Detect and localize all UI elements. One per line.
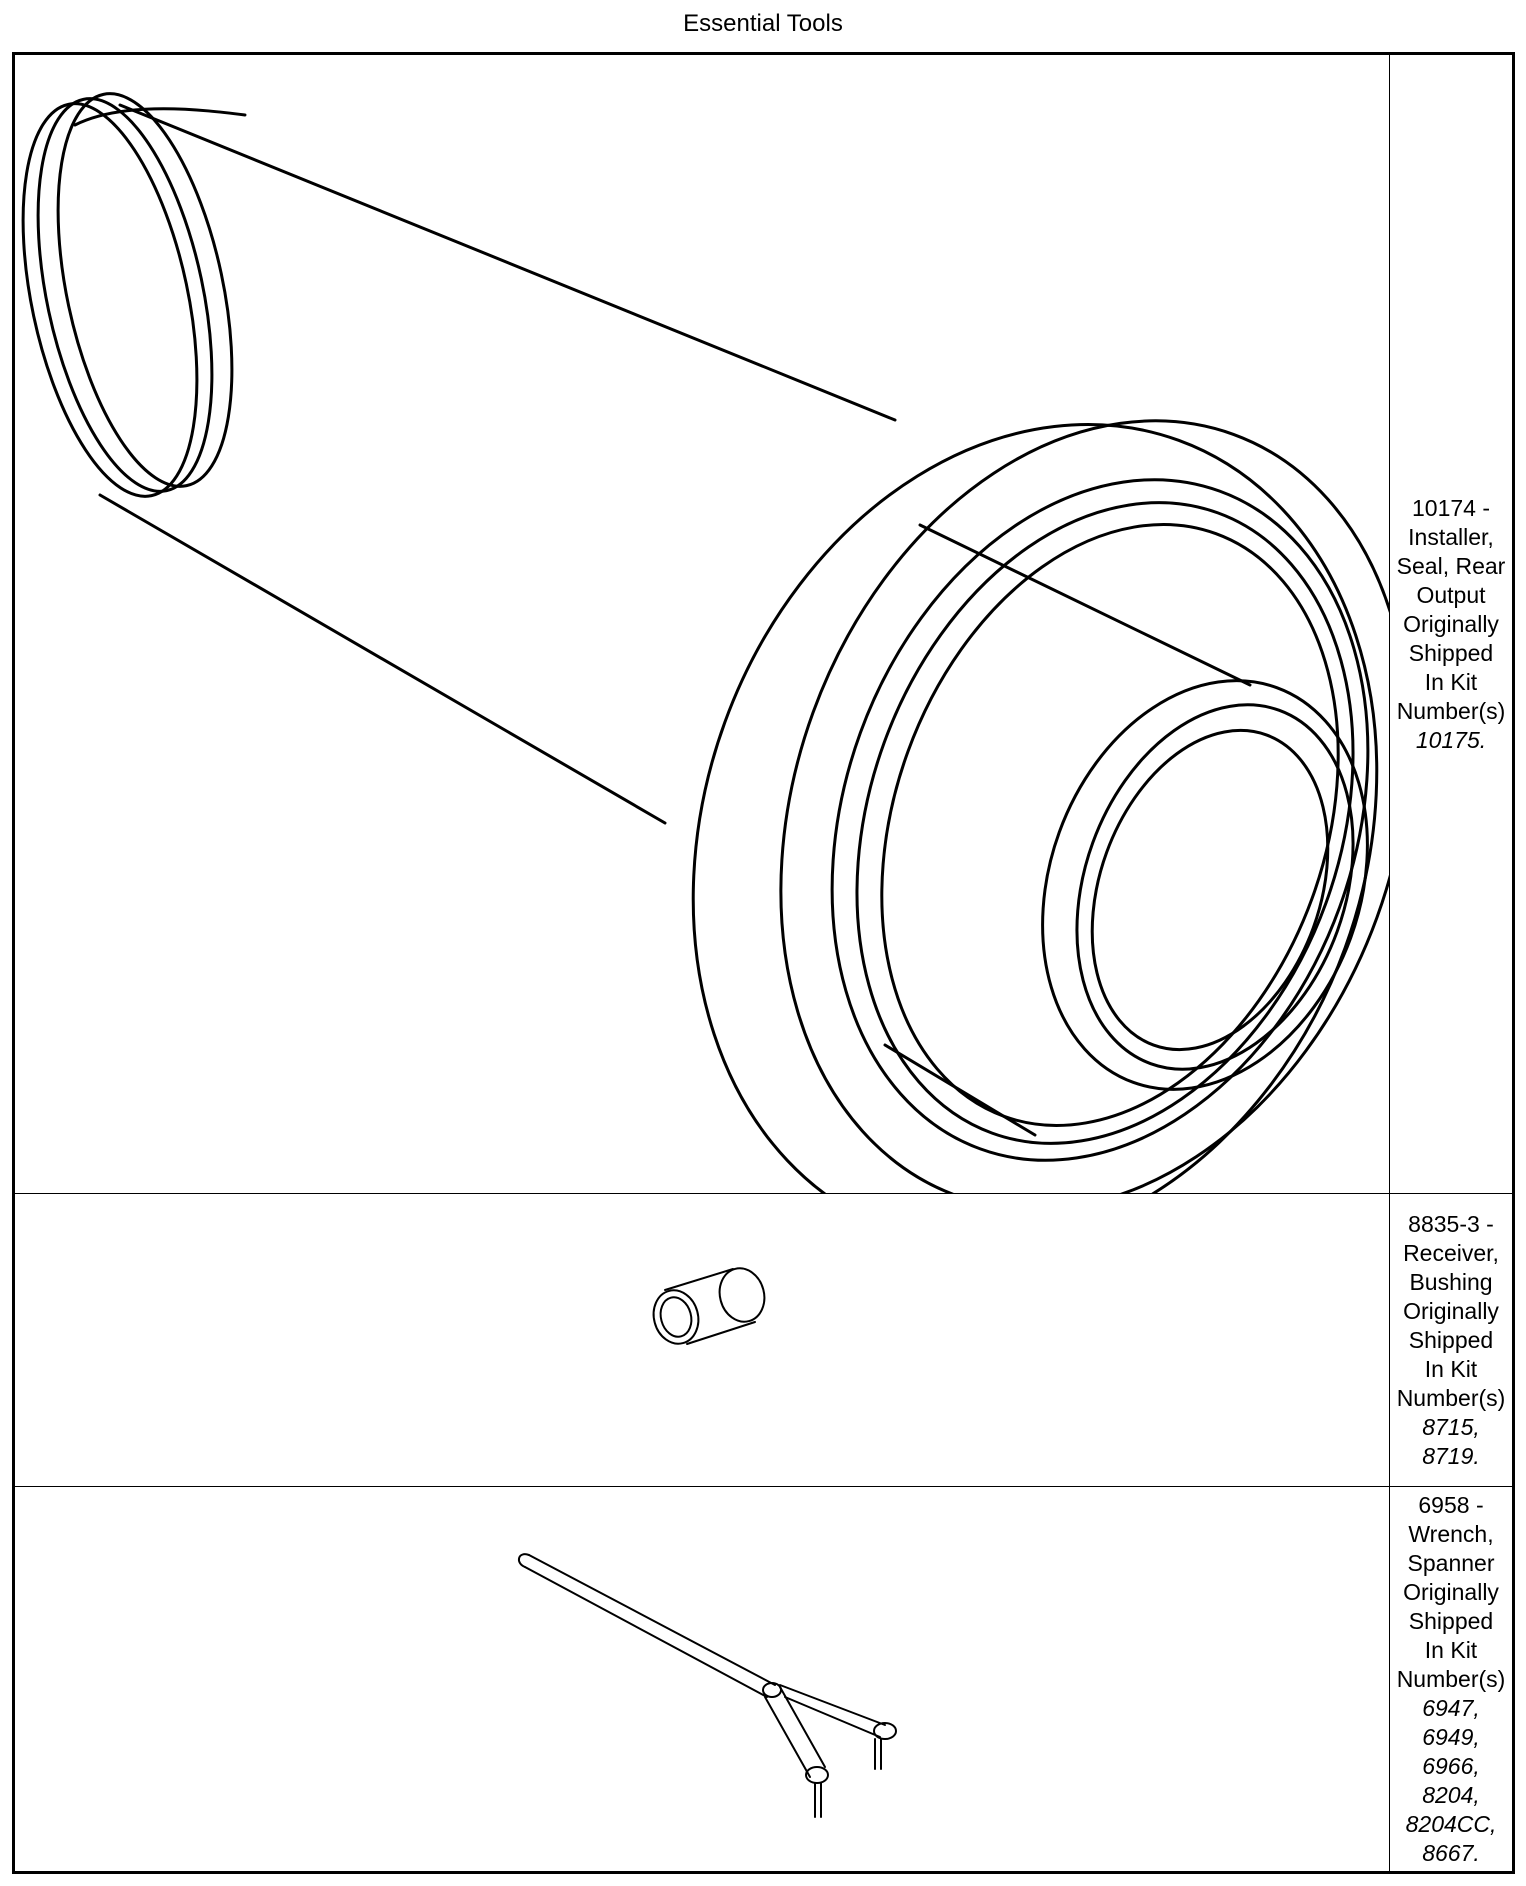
shipped-note-line: Shipped: [1408, 1326, 1494, 1353]
tool-name-line: Receiver,: [1403, 1239, 1499, 1266]
seal-installer-drawing: [15, 55, 1390, 1193]
kit-number: 8204,: [1422, 1781, 1480, 1808]
shipped-note-line: Number(s): [1396, 1384, 1506, 1411]
tool-image-cell: [15, 1487, 1390, 1871]
page-title: Essential Tools: [683, 10, 843, 37]
bushing-receiver-drawing: [15, 1194, 1390, 1486]
tool-name-line: Wrench,: [1408, 1520, 1494, 1547]
kit-number: 8715,: [1422, 1413, 1480, 1440]
shipped-note-line: Number(s): [1396, 697, 1506, 724]
tool-description: [1390, 1487, 1512, 1871]
kit-number: 6947,: [1422, 1694, 1480, 1721]
tool-name-line: Installer,: [1408, 523, 1494, 550]
shipped-note-line: Originally: [1403, 1578, 1499, 1605]
tool-name-line: Bushing: [1409, 1268, 1493, 1295]
shipped-note-line: Number(s): [1396, 1665, 1506, 1692]
kit-number: 6949,: [1422, 1723, 1480, 1750]
shipped-note-line: Originally: [1403, 1297, 1499, 1324]
tool-row: [15, 1193, 1512, 1486]
kit-number: 6966,: [1422, 1752, 1480, 1779]
shipped-note-line: In Kit: [1424, 1636, 1478, 1663]
tool-row: [15, 55, 1512, 1193]
tool-number-label: 10174 -: [1411, 494, 1490, 521]
kit-number: 10175.: [1415, 726, 1487, 753]
tool-name-line: Output: [1416, 581, 1486, 608]
kit-number: 8719.: [1422, 1442, 1480, 1469]
tool-number-label: 6958 -: [1418, 1491, 1484, 1518]
shipped-note-line: Originally: [1403, 610, 1499, 637]
shipped-note-line: In Kit: [1424, 668, 1478, 695]
tool-image-cell: [15, 1194, 1390, 1486]
tool-row: [15, 1486, 1512, 1871]
tool-number-label: 8835-3 -: [1408, 1210, 1494, 1237]
essential-tools-table: [12, 52, 1515, 1874]
tool-description: [1390, 1194, 1512, 1486]
kit-number: 8204CC,: [1405, 1810, 1497, 1837]
tool-name-line: Seal, Rear: [1396, 552, 1506, 579]
tool-description: [1390, 55, 1512, 1193]
shipped-note-line: Shipped: [1408, 1607, 1494, 1634]
shipped-note-line: In Kit: [1424, 1355, 1478, 1382]
tool-name-line: Spanner: [1407, 1549, 1495, 1576]
tool-image-cell: [15, 55, 1390, 1193]
kit-number: 8667.: [1422, 1839, 1480, 1866]
shipped-note-line: Shipped: [1408, 639, 1494, 666]
spanner-wrench-drawing: [15, 1487, 1390, 1871]
